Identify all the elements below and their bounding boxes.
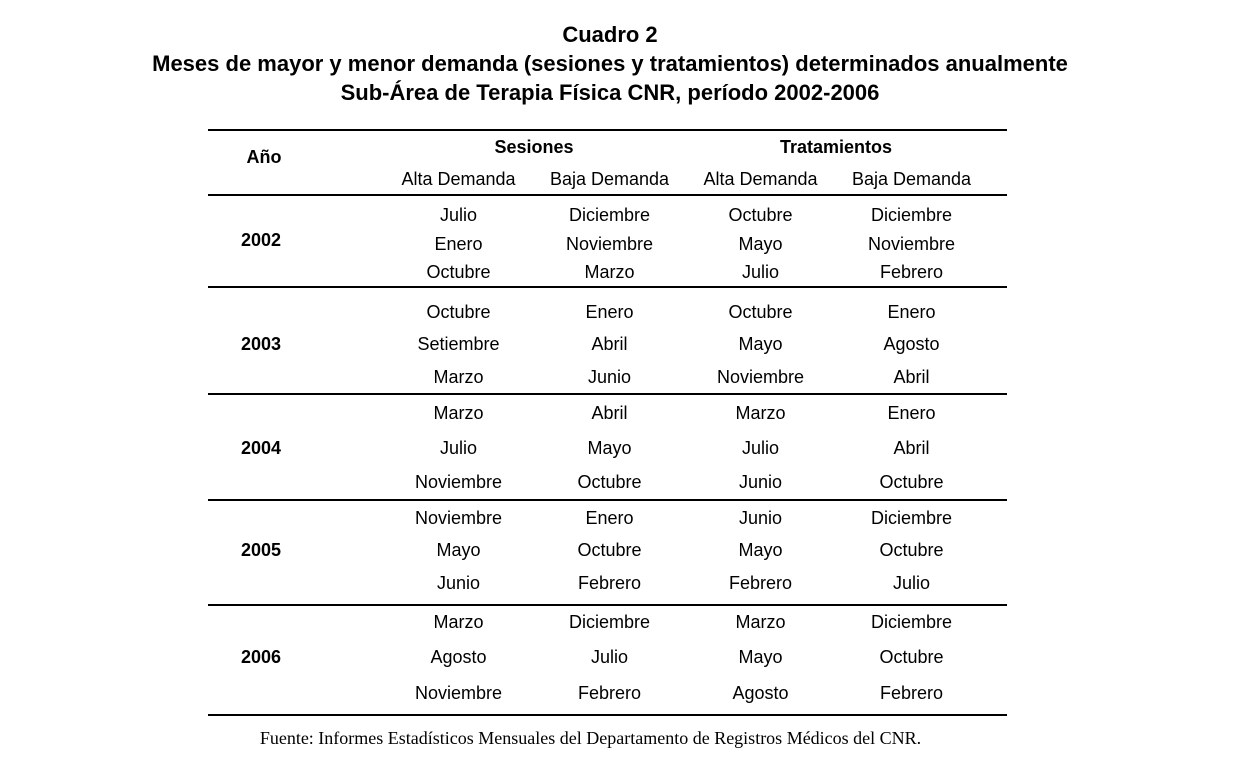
year-row-group <box>208 288 1007 393</box>
table-cell: Enero <box>434 234 483 254</box>
table-cell: Octubre <box>728 302 793 322</box>
table-cell: Julio <box>741 262 780 282</box>
group-header-sesiones: Sesiones <box>494 137 574 157</box>
table-cell: Diciembre <box>870 205 953 225</box>
subheader-tratamientos-baja: Baja Demanda <box>851 169 972 189</box>
table-cell: Febrero <box>577 573 642 593</box>
table-cell: Diciembre <box>870 508 953 528</box>
table-body <box>208 196 1007 716</box>
table-cell: Enero <box>585 508 634 528</box>
table-cell: Junio <box>738 472 783 492</box>
table-cell: Octubre <box>879 647 944 667</box>
table-cell: Noviembre <box>414 472 503 492</box>
table-cell: Junio <box>436 573 481 593</box>
table-cell: Agosto <box>883 334 940 354</box>
year-label: 2002 <box>240 230 282 250</box>
table-header <box>208 131 1007 194</box>
table-cell: Mayo <box>738 647 783 667</box>
table-cell: Febrero <box>879 683 944 703</box>
table-cell: Marzo <box>433 403 484 423</box>
table-cell: Marzo <box>433 612 484 632</box>
title-line-3: Sub-Área de Terapia Física CNR, período 2002-2006 <box>340 80 880 105</box>
table-cell: Marzo <box>584 262 635 282</box>
table-cell: Julio <box>439 205 478 225</box>
table-cell: Mayo <box>738 540 783 560</box>
title-line-1: Cuadro 2 <box>562 22 658 47</box>
table-cell: Abril <box>591 403 628 423</box>
table-cell: Enero <box>887 302 936 322</box>
subheader-sesiones-baja: Baja Demanda <box>549 169 670 189</box>
table-cell: Diciembre <box>568 612 651 632</box>
table-cell: Octubre <box>879 540 944 560</box>
table-cell: Febrero <box>577 683 642 703</box>
table-cell: Octubre <box>728 205 793 225</box>
table-cell: Marzo <box>735 403 786 423</box>
table-cell: Junio <box>738 508 783 528</box>
table-cell: Abril <box>591 334 628 354</box>
table-cell: Diciembre <box>870 612 953 632</box>
table-cell: Mayo <box>587 438 632 458</box>
table-cell: Julio <box>892 573 931 593</box>
table-cell: Marzo <box>735 612 786 632</box>
table-cell: Noviembre <box>716 367 805 387</box>
table-cell: Abril <box>893 367 930 387</box>
table-cell: Enero <box>887 403 936 423</box>
table-cell: Mayo <box>738 334 783 354</box>
table-cell: Enero <box>585 302 634 322</box>
table-cell: Noviembre <box>414 683 503 703</box>
table-cell: Mayo <box>738 234 783 254</box>
year-label: 2003 <box>240 334 282 354</box>
year-label: 2006 <box>240 647 282 667</box>
subheader-sesiones-alta: Alta Demanda <box>401 169 516 189</box>
table-cell: Febrero <box>728 573 793 593</box>
table-cell: Noviembre <box>565 234 654 254</box>
title-line-2: Meses de mayor y menor demanda (sesiones y tratamientos) determinados anualmente <box>152 51 1068 76</box>
year-label: 2004 <box>240 438 282 458</box>
table-cell: Setiembre <box>417 334 500 354</box>
table-cell: Octubre <box>426 302 491 322</box>
table-title <box>0 20 1220 107</box>
table-cell: Agosto <box>430 647 487 667</box>
table-cell: Octubre <box>577 540 642 560</box>
table-cell: Octubre <box>577 472 642 492</box>
table-cell: Julio <box>741 438 780 458</box>
table-cell: Noviembre <box>414 508 503 528</box>
table-cell: Julio <box>439 438 478 458</box>
table-cell: Mayo <box>436 540 481 560</box>
table-cell: Diciembre <box>568 205 651 225</box>
table-cell: Noviembre <box>867 234 956 254</box>
source-note: Fuente: Informes Estadísticos Mensuales del Departamento de Registros Médicos del CNR. <box>259 728 922 748</box>
table-cell: Marzo <box>433 367 484 387</box>
year-column-header: Año <box>246 147 282 167</box>
year-row-group <box>208 606 1007 714</box>
year-label: 2005 <box>240 540 282 560</box>
year-row-group <box>208 395 1007 499</box>
year-row-group <box>208 196 1007 286</box>
year-row-group <box>208 501 1007 604</box>
subheader-tratamientos-alta: Alta Demanda <box>703 169 818 189</box>
group-header-tratamientos: Tratamientos <box>779 137 893 157</box>
table-cell: Junio <box>587 367 632 387</box>
row-rule <box>208 714 1007 716</box>
table-cell: Abril <box>893 438 930 458</box>
table-cell: Julio <box>590 647 629 667</box>
table-cell: Octubre <box>426 262 491 282</box>
demand-table <box>208 129 1007 716</box>
table-cell: Febrero <box>879 262 944 282</box>
table-cell: Agosto <box>732 683 789 703</box>
table-cell: Octubre <box>879 472 944 492</box>
